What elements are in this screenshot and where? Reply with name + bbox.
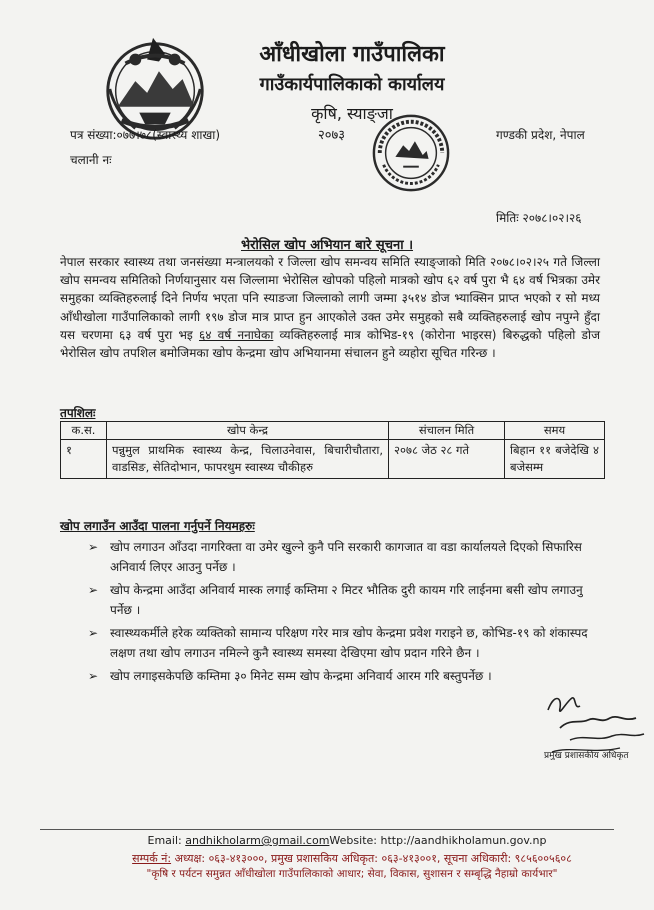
footer-contact-web: [0, 834, 654, 847]
list-item: [88, 581, 598, 620]
website-link[interactable]: http://aandhikholamun.gov.np: [380, 834, 547, 847]
notice-body: [60, 253, 600, 362]
arrow-bullet-icon: ➢: [88, 540, 99, 554]
footer-phone: [0, 851, 654, 866]
arrow-bullet-icon: ➢: [88, 669, 99, 683]
rule-text: खोप लगाउन आँउदा नागरिक्ता वा उमेर खुल्ने कुनै पनि सरकारी कागजात वा वडा कार्यालयले दिएको सिफारिस अनिवार्य लिएर आउनु पर्नेछ ।: [110, 540, 582, 574]
list-item: [88, 667, 598, 687]
rules-list: [88, 538, 598, 691]
notice-body-text-2: व्यक्तिहरुलाई मात्र कोभिड-१९ (कोरोना भाइरस) बिरुद्धको पहिलो डोज भेरोसिल खोप तपशिल बमोजिमका खोप केन्द्रमा खोप अभियानमा संचालन हुने व्यहोरा सूचित गरिन्छ ।: [60, 327, 600, 361]
col-header-date: संचालन मिति: [389, 422, 505, 440]
province-name: गण्डकी प्रदेश, नेपाल: [496, 128, 585, 142]
notice-title: भेरोसिल खोप अभियान बारे सूचना ।: [240, 238, 414, 253]
notice-body-text-1: नेपाल सरकार स्वास्थ्य तथा जनसंख्या मन्त्रालयको र जिल्ला खोप समन्वय समिति स्याङ्जाको मिति २०७८।०२।२५ गते जिल्ला खोप समन्वय समितिको निर्णयानुसार यस जिल्लामा भेरोसिल खोपको पहिलो मात्रको खोप ६२ वर्ष पुरा भै ६४ वर्ष भित्रका उमेर समुहका व्यक्तिहरुलाई दिने निर्णय भएता पनि स्याङजा जिल्लाको लागी जम्मा ३५१४ डोज भ्याक्सिन प्राप्त भएको र सो मध्य आँधीखोला गाउँपालिकाको लागी १९७ डोज मात्र प्राप्त हुन आएकोले उक्त उमेर समुहको सबै व्यक्तिहरुलाई खोप नपुग्ने हुँदा यस चरणमा ६३ वर्ष पुरा भइ: [60, 255, 600, 342]
notice-body-underlined: ६४ वर्ष ननाघेका: [199, 327, 274, 342]
letter-number: पत्र संख्या:०७७।७८(स्वास्थ्य शाखा): [70, 128, 221, 142]
email-label: Email:: [147, 834, 182, 847]
list-item: [88, 624, 598, 663]
cell-sn: १: [61, 440, 107, 479]
municipality-name: आँधीखोला गाउँपालिका: [259, 42, 445, 67]
rule-text: खोप लगाइसकेपछि कम्तिमा ३० मिनेट सम्म खोप केन्द्रमा अनिवार्य आरम गरि बस्तुपर्नेछ ।: [110, 669, 492, 683]
table-header-row: [61, 422, 605, 440]
rules-title: खोप लगाउँन आउँदा पालना गर्नुपर्ने नियमहरुः: [60, 519, 255, 533]
cell-center: पन्नुमुल प्राथमिक स्वास्थ्य केन्द्र, चिलाउनेवास, बिचारीचौतारा, वाडसिङ, सेतिदोभान, फापरथुम स्वास्थ्य चौकीहरु: [107, 440, 389, 479]
cell-date: २०७८ जेठ २८ गते: [389, 440, 505, 479]
established-year: २०७३: [318, 128, 346, 143]
svg-text:प्रमुख प्रशासकीय अधिकृत: प्रमुख प्रशासकीय अधिकृत: [544, 751, 629, 760]
rule-text: स्वास्थ्यकर्मीले हरेक व्यक्तिको सामान्य परिक्षण गरेर मात्र खोप केन्द्रमा प्रवेश गराइने छ, कोभिड-१९ को शंकास्पद लक्षण तथा खोप लगाउन नमिल्ने कुनै स्वास्थ्य समस्या देखिएमा खोप प्रदान गरिने छैन ।: [110, 626, 588, 660]
arrow-bullet-icon: ➢: [88, 626, 99, 640]
contact-numbers: अध्यक्ष: ०६३-४१३०००, प्रमुख प्रशासकिय अधिकृत: ०६३-४१३००१, सूचना अधिकारी: ९८५६००५६०८: [174, 852, 572, 865]
email-link[interactable]: andhikholarm@gmail.com: [185, 834, 330, 847]
schedule-table: [60, 421, 605, 479]
contact-label: सम्पर्क नं:: [132, 852, 172, 865]
office-name: गाउँकार्यपालिकाको कार्यालय: [259, 74, 445, 95]
footer-divider: [40, 829, 614, 830]
website-label: Website:: [329, 834, 377, 847]
col-header-center: खोप केन्द्र: [107, 422, 389, 440]
footer-slogan: "कृषि र पर्यटन समुन्नत आँधीखोला गाउँपालिकाको आधार; सेवा, विकास, सुशासन र सम्बृद्धि नैहाम्रो कार्यभार": [146, 868, 558, 880]
rule-text: खोप केन्द्रमा आउँदा अनिवार्य मास्क लगाई कम्तिमा २ मिटर भौतिक दुरी कायम गरि लाईनमा बसी खोप लगाउनु पर्नेछ ।: [110, 583, 583, 617]
list-item: [88, 538, 598, 577]
handwritten-signature-icon: [540, 688, 650, 760]
office-stamp-icon: [370, 112, 452, 194]
dispatch-number: चलानी नः: [70, 153, 112, 167]
arrow-bullet-icon: ➢: [88, 583, 99, 597]
col-header-time: समय: [505, 422, 605, 440]
schedule-label: तपशिलः: [60, 406, 96, 420]
table-row: [61, 440, 605, 479]
cell-time: बिहान ११ बजेदेखि ४ बजेसम्म: [505, 440, 605, 479]
office-address: कृषि, स्याङ्जा: [311, 104, 393, 123]
notice-date: मितिः २०७८।०२।२६: [496, 211, 582, 225]
col-header-sn: क.स.: [61, 422, 107, 440]
